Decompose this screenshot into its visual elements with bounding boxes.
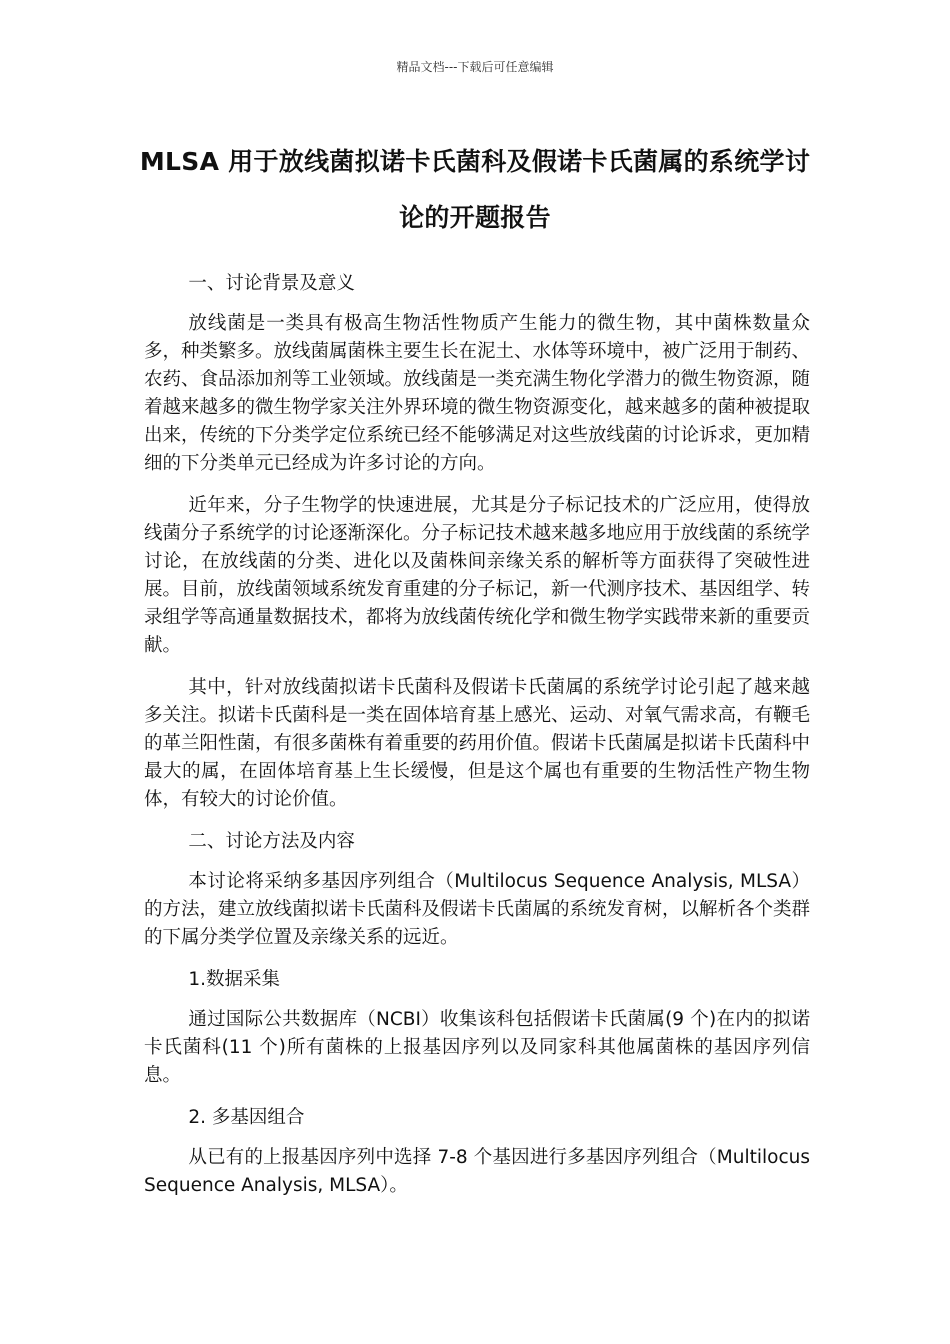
section-heading-background: 一、讨论背景及意义: [188, 273, 355, 294]
document-title: MLSA 用于放线菌拟诺卡氏菌科及假诺卡氏菌属的系统学讨论的开题报告: [139, 147, 811, 232]
document-body: [144, 270, 810, 1214]
paragraph-methods-intro: 本讨论将采纳多基因序列组合（Multilocus Sequence Analysis, MLSA）的方法，建立放线菌拟诺卡氏菌科及假诺卡氏菌属的系统发育树，以解析各个类群的下属分类学位置及亲缘关系的远近。: [144, 871, 811, 948]
paragraph-background-2: 近年来，分子生物学的快速进展，尤其是分子标记技术的广泛应用，使得放线菌分子系统学的讨论逐渐深化。分子标记技术越来越多地应用于放线菌的系统学讨论，在放线菌的分类、进化以及菌株间亲缘关系的解析等方面获得了突破性进展。目前，放线菌领域系统发育重建的分子标记，新一代测序技术、基因组学、转录组学等高通量数据技术，都将为放线菌传统化学和微生物学实践带来新的重要贡献。: [144, 495, 811, 656]
section-heading-methods: 二、讨论方法及内容: [188, 831, 355, 852]
page-header: 精品文档---下载后可任意编辑: [396, 60, 554, 74]
paragraph-multigene: 从已有的上报基因序列中选择 7-8 个基因进行多基因序列组合（Multilocus Sequence Analysis, MLSA）。: [144, 1147, 810, 1196]
paragraph-data-collection: 通过国际公共数据库（NCBI）收集该科包括假诺卡氏菌属(9 个)在内的拟诺卡氏菌科(11 个)所有菌株的上报基因序列以及同家科其他属菌株的基因序列信息。: [144, 1009, 810, 1086]
paragraph-background-1: 放线菌是一类具有极高生物活性物质产生能力的微生物，其中菌株数量众多，种类繁多。放线菌属菌株主要生长在泥土、水体等环境中，被广泛用于制药、农药、食品添加剂等工业领域。放线菌是一类充满生物化学潜力的微生物资源，随着越来越多的微生物学家关注外界环境的微生物资源变化，越来越多的菌种被提取出来，传统的下分类学定位系统已经不能够满足对这些放线菌的讨论诉求，更加精细的下分类单元已经成为许多讨论的方向。: [144, 313, 811, 474]
subsection-heading-multigene: 2. 多基因组合: [188, 1107, 305, 1128]
subsection-heading-data-collection: 1.数据采集: [188, 969, 281, 990]
paragraph-background-3: 其中，针对放线菌拟诺卡氏菌科及假诺卡氏菌属的系统学讨论引起了越来越多关注。拟诺卡氏菌科是一类在固体培育基上感光、运动、对氧气需求高，有鞭毛的革兰阳性菌，有很多菌株有着重要的药用价值。假诺卡氏菌属是拟诺卡氏菌科中最大的属，在固体培育基上生长缓慢，但是这个属也有重要的生物活性产物生物体，有较大的讨论价值。: [144, 677, 811, 810]
